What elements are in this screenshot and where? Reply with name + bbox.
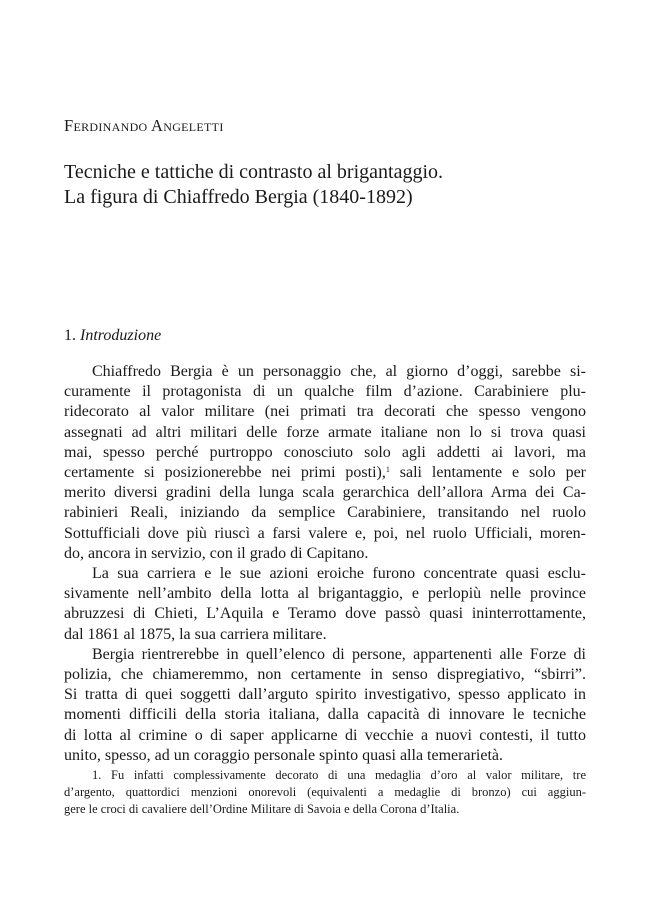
body-line: di lotta al crimine o di saper applicarne di vecchie a nuovi contesti, il tutto bbox=[64, 726, 586, 744]
body-line: mai, spesso perché purtroppo conosciuto solo agli addetti ai lavori, ma bbox=[64, 443, 586, 461]
footnote bbox=[64, 767, 586, 818]
body-line-part: sali lentamente e solo per bbox=[389, 464, 587, 482]
title-line-1: Tecniche e tattiche di contrasto al brigantaggio. bbox=[64, 161, 444, 183]
body-line: Sottufficiali dove più riuscì a farsi valere e, poi, nel ruolo Ufficiali, moren- bbox=[64, 524, 586, 542]
author-name: Ferdinando Angeletti bbox=[64, 116, 224, 135]
body-line-with-footnote bbox=[64, 463, 586, 483]
body-line: sivamente nell’ambito della lotta al brigantaggio, e perlopiù nelle province bbox=[64, 585, 586, 603]
body-line: abruzzesi di Chieti, L’Aquila e Teramo dove passò quasi ininterrottamente, bbox=[64, 605, 586, 623]
body-line: Chiaffredo Bergia è un personaggio che, al giorno d’oggi, sarebbe si- bbox=[92, 363, 586, 380]
body-line: dal 1861 al 1875, la sua carriera militare. bbox=[64, 625, 327, 643]
body-line: Si tratta di quei soggetti dall’arguto spirito investigativo, spesso applicato in bbox=[64, 686, 586, 704]
body-line: do, ancora in servizio, con il grado di Capitano. bbox=[64, 544, 369, 562]
body-line: merito diversi gradini della lunga scala gerarchica dell’allora Arma dei Ca- bbox=[64, 484, 586, 502]
footnote-line: gere le croci di cavaliere dell’Ordine Militare di Savoia e della Corona d’Italia. bbox=[64, 802, 460, 816]
article-title bbox=[64, 160, 604, 210]
section-name: Introduzione bbox=[80, 327, 162, 344]
body-text bbox=[64, 362, 586, 766]
body-line: curamente il protagonista di un qualche film d’azione. Carabiniere plu- bbox=[64, 383, 586, 401]
footnote-line: d’argento, quattordici menzioni onorevoli (equivalenti a medaglie di bronzo) cui aggiun- bbox=[64, 785, 586, 799]
body-line: Bergia rientrerebbe in quell’elenco di persone, appartenenti alle Forze di bbox=[92, 645, 586, 663]
footnote-reference[interactable]: 1 bbox=[385, 465, 390, 475]
body-line: rabinieri Reali, iniziando da semplice Carabiniere, transitando nel ruolo bbox=[64, 504, 586, 522]
body-line-part: certamente si posizionerebbe nei primi posti), bbox=[64, 464, 386, 482]
title-line-2: La figura di Chiaffredo Bergia (1840-1892) bbox=[64, 186, 413, 208]
body-line: ridecorato al valor militare (nei primati tra decorati che spesso vengono bbox=[64, 403, 586, 421]
body-line: unito, spesso, ad un coraggio personale spinto quasi alla temerarietà. bbox=[64, 746, 503, 764]
section-number: 1. bbox=[64, 327, 80, 344]
body-line: polizia, che chiameremmo, non certamente in senso dispregiativo, “sbirri”. bbox=[64, 666, 586, 684]
body-line: assegnati ad altri militari delle forze armate italiane non lo si trova quasi bbox=[64, 423, 586, 441]
body-line: momenti difficili della storia italiana, dalla capacità di innovare le tecniche bbox=[64, 706, 586, 724]
section-heading bbox=[64, 327, 161, 345]
footnote-line: 1. Fu infatti complessivamente decorato di una medaglia d’oro al valor militare, tre bbox=[92, 768, 586, 782]
body-line: La sua carriera e le sue azioni eroiche furono concentrate quasi esclu- bbox=[92, 565, 586, 583]
